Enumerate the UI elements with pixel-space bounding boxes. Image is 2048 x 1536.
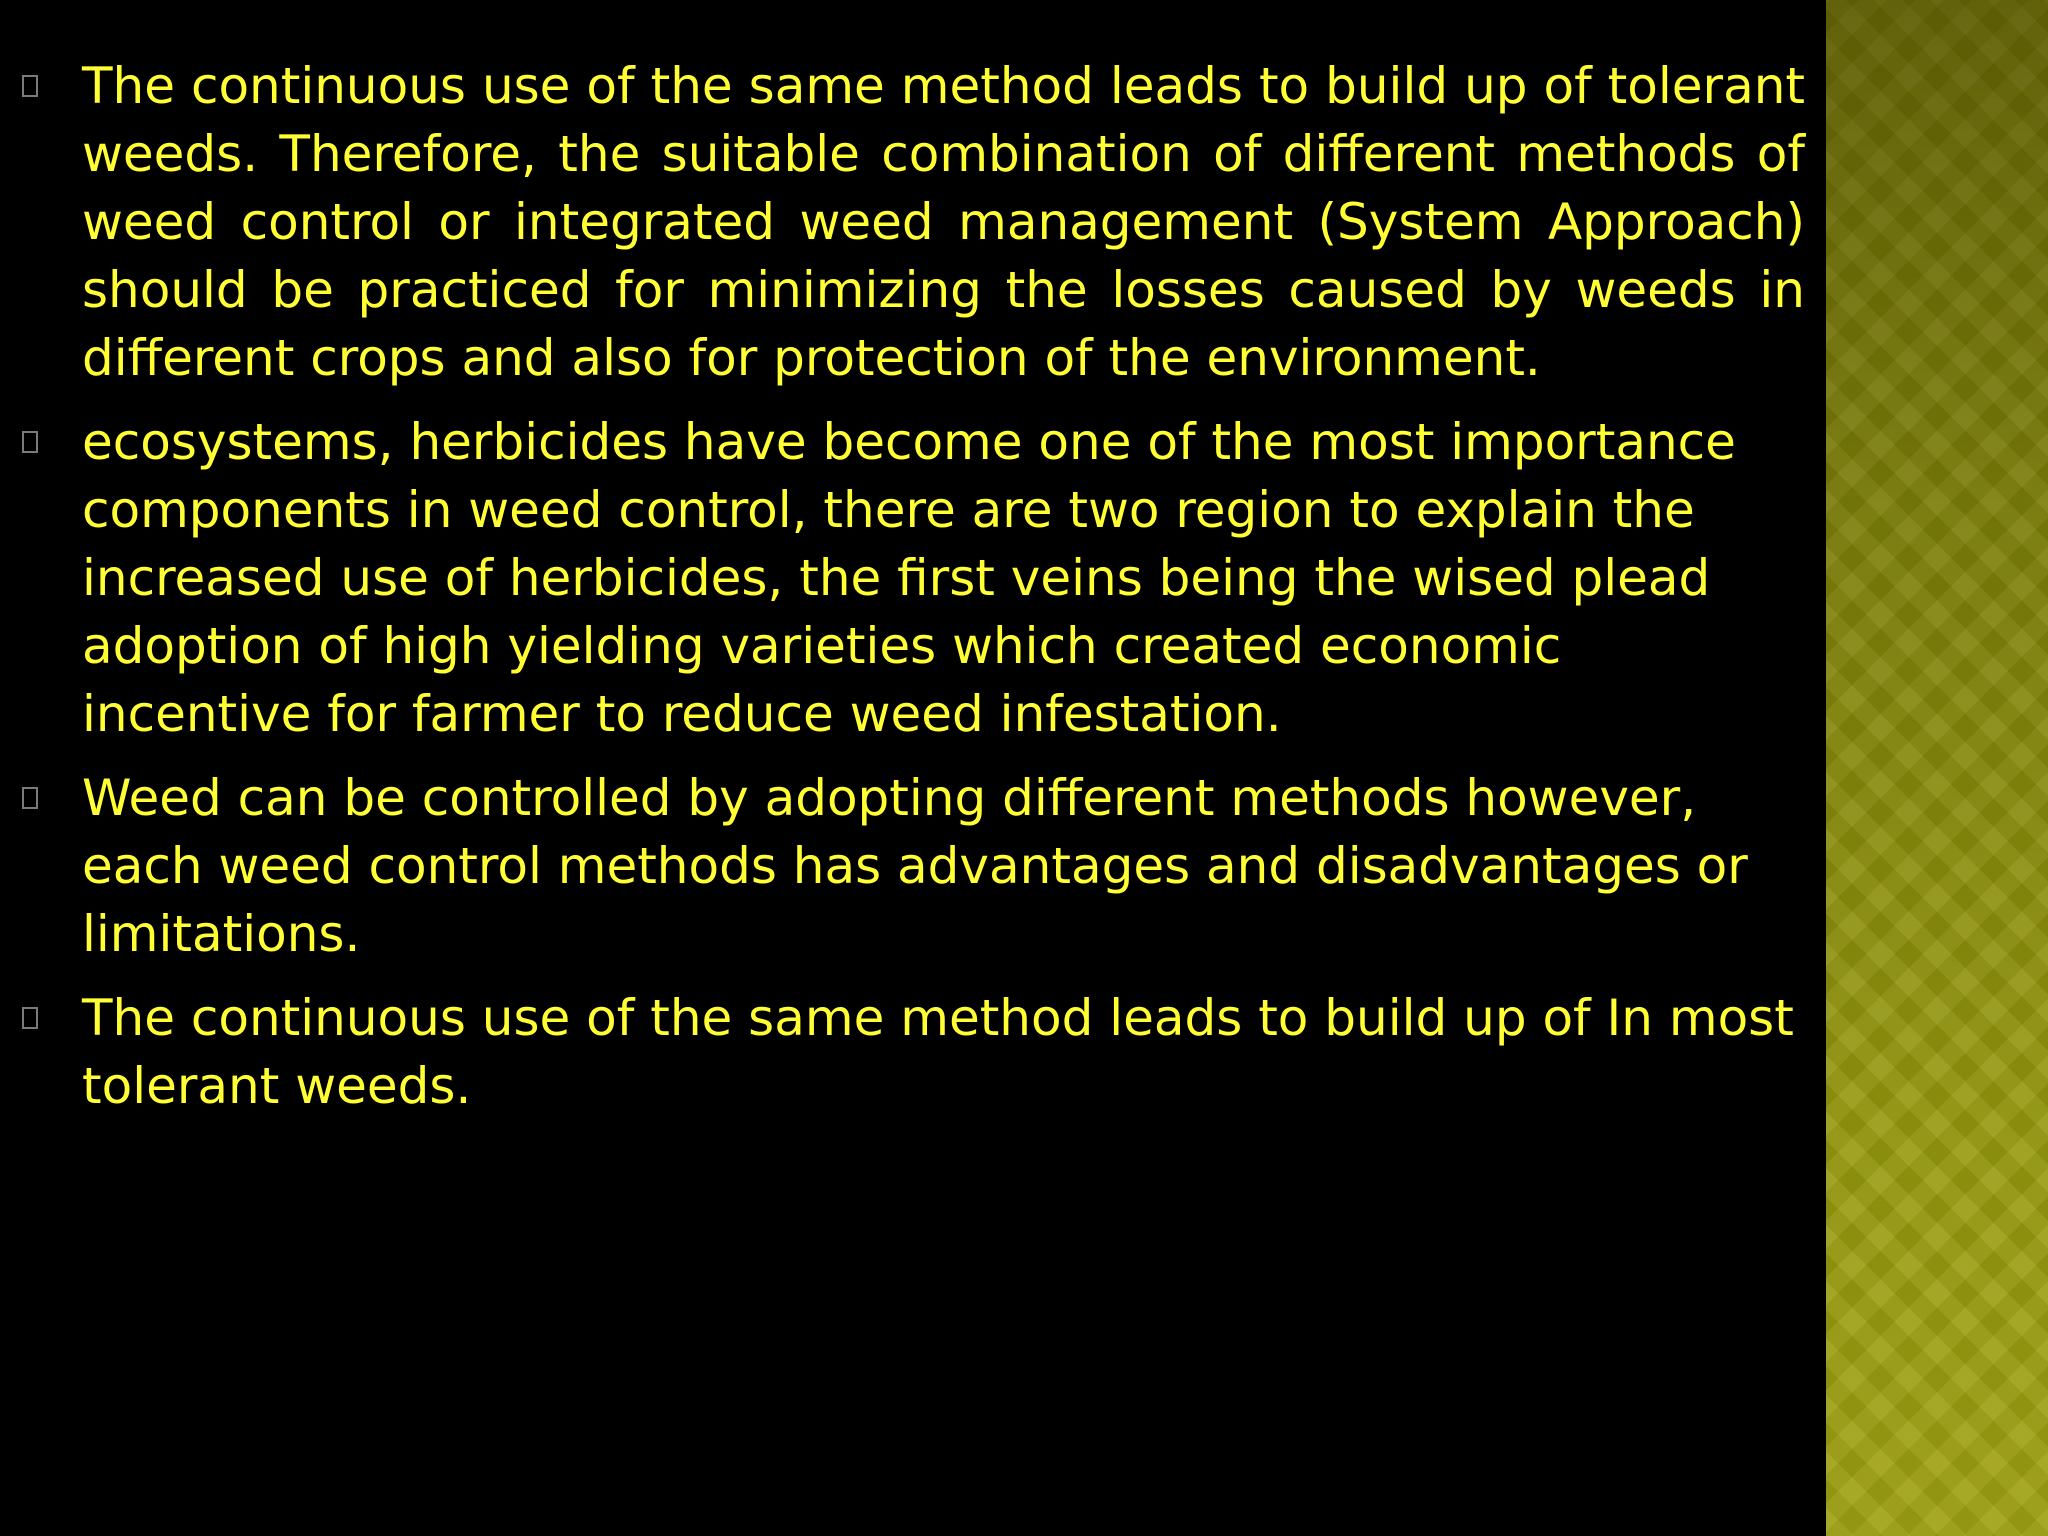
missing-glyph-box-icon bbox=[20, 52, 82, 120]
missing-glyph-box-icon bbox=[20, 764, 82, 832]
bullet-text: Weed can be controlled by adopting different methods however, each weed control methods has advantages and disadvantages or limitations. bbox=[82, 769, 1748, 963]
bullet-item bbox=[20, 408, 1805, 748]
bullet-item bbox=[20, 52, 1805, 392]
decorative-side-panel bbox=[1826, 0, 2048, 1536]
bullet-item bbox=[20, 764, 1805, 968]
missing-glyph-box-icon bbox=[20, 984, 82, 1052]
bullet-text: The continuous use of the same method leads to build up of In most tolerant weeds. bbox=[82, 989, 1794, 1115]
bullet-text: ecosystems, herbicides have become one of the most importance components in weed control, there are two region to explain the increased use of herbicides, the first veins being the wised plead adoption of high yielding varieties which created economic incentive for farmer to reduce weed infestation. bbox=[82, 413, 1736, 743]
bullet-item bbox=[20, 984, 1805, 1120]
bullet-list bbox=[20, 52, 1805, 1136]
bullet-text: The continuous use of the same method leads to build up of tolerant weeds. Therefore, the suitable combination of different methods of weed control or integrated weed management (System Approach) should be practiced for minimizing the losses caused by weeds in different crops and also for protection of the environment. bbox=[82, 57, 1805, 387]
missing-glyph-box-icon bbox=[20, 408, 82, 476]
